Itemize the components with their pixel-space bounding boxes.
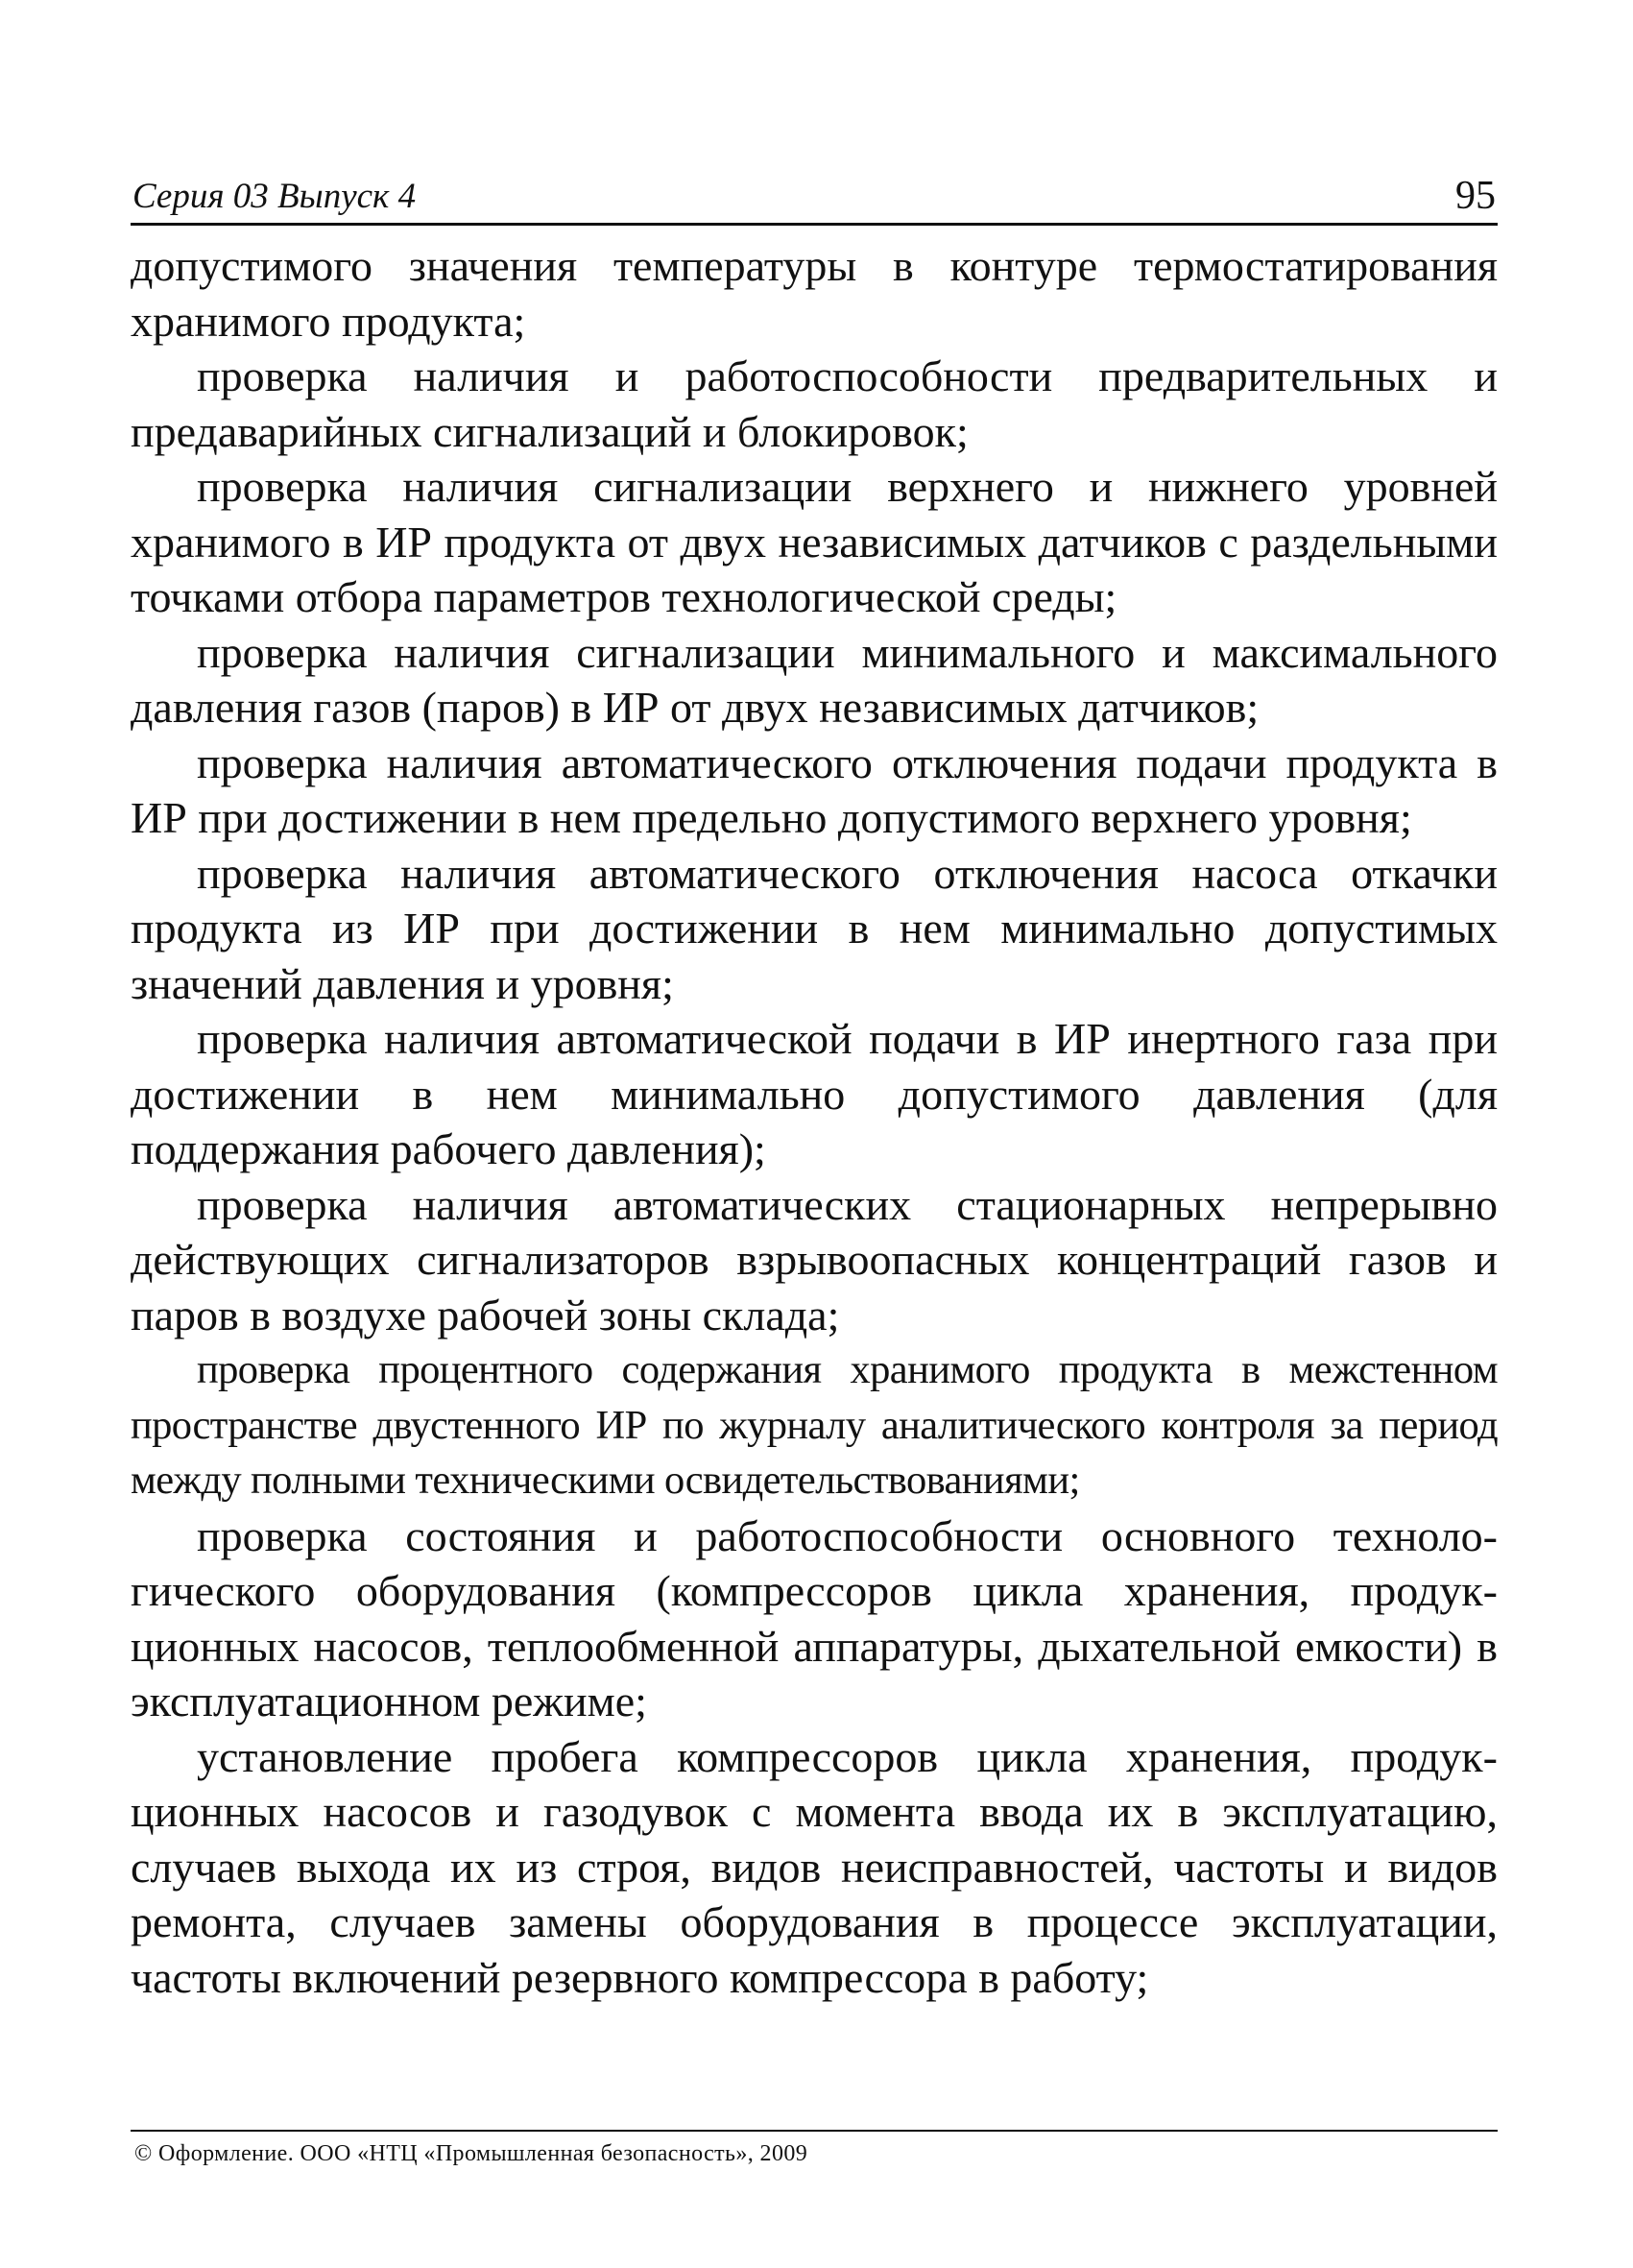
- paragraph: проверка наличия сигнализации верхнего и нижнего уровней хранимого в ИР продукта от двух независимых датчиков с раздельными точками отбора параметров технологической среды;: [131, 462, 1498, 621]
- paragraph: проверка наличия автоматического отключения насоса откачки продукта из ИР при достижении в нем минимально допустимых значений давления и уровня;: [131, 848, 1498, 1008]
- paragraph: допустимого значения температуры в контуре термостатирования хранимого продукта;: [131, 241, 1498, 346]
- paragraph: установление пробега компрессоров цикла хранения, продукционных насосов и газодувок с момента ввода их в эксплуатацию, случаев выхода их из строя, видов неисправностей, частоты и видов ремонта, случаев замены оборудования в процессе эксплуатации, частоты включений резервного компрессора в работу;: [131, 1731, 1498, 2002]
- paragraph: проверка процентного содержания хранимого продукта в межстенном пространстве двустенного ИР по журналу аналитического контроля за период между полными техническими освидетельствованиями;: [131, 1347, 1498, 1503]
- series-issue-label: Серия 03 Выпуск 4: [132, 177, 417, 216]
- running-header: [131, 165, 1498, 226]
- paragraph: проверка наличия автоматического отключения подачи продукта в ИР при достижении в нем предельно допустимого верхнего уровня;: [131, 737, 1498, 842]
- page-number: 95: [1455, 174, 1496, 218]
- paragraph: проверка наличия и работоспособности предварительных и предаварийных сигнализаций и блокировок;: [131, 351, 1498, 456]
- paragraph: проверка наличия автоматической подачи в ИР инертного газа при достижении в нем минимально допустимого давления (для поддержания рабочего давления);: [131, 1014, 1498, 1173]
- paragraph: проверка наличия автоматических стационарных непрерывно действующих сигнализаторов взрывоопасных концентраций газов и паров в воздухе рабочей зоны склада;: [131, 1179, 1498, 1339]
- body-text: [131, 238, 1498, 2005]
- paragraph: проверка наличия сигнализации минимального и максимального давления газов (паров) в ИР от двух независимых датчиков;: [131, 627, 1498, 732]
- paragraph: проверка состояния и работоспособности основного технологического оборудования (компрессоров цикла хранения, продукционных насосов, теплообменной аппаратуры, дыхательной емкости) в эксплуатационном режиме;: [131, 1510, 1498, 1725]
- footer-divider: [131, 2130, 1498, 2132]
- copyright-footer: © Оформление. ООО «НТЦ «Промышленная безопасность», 2009: [134, 2141, 808, 2166]
